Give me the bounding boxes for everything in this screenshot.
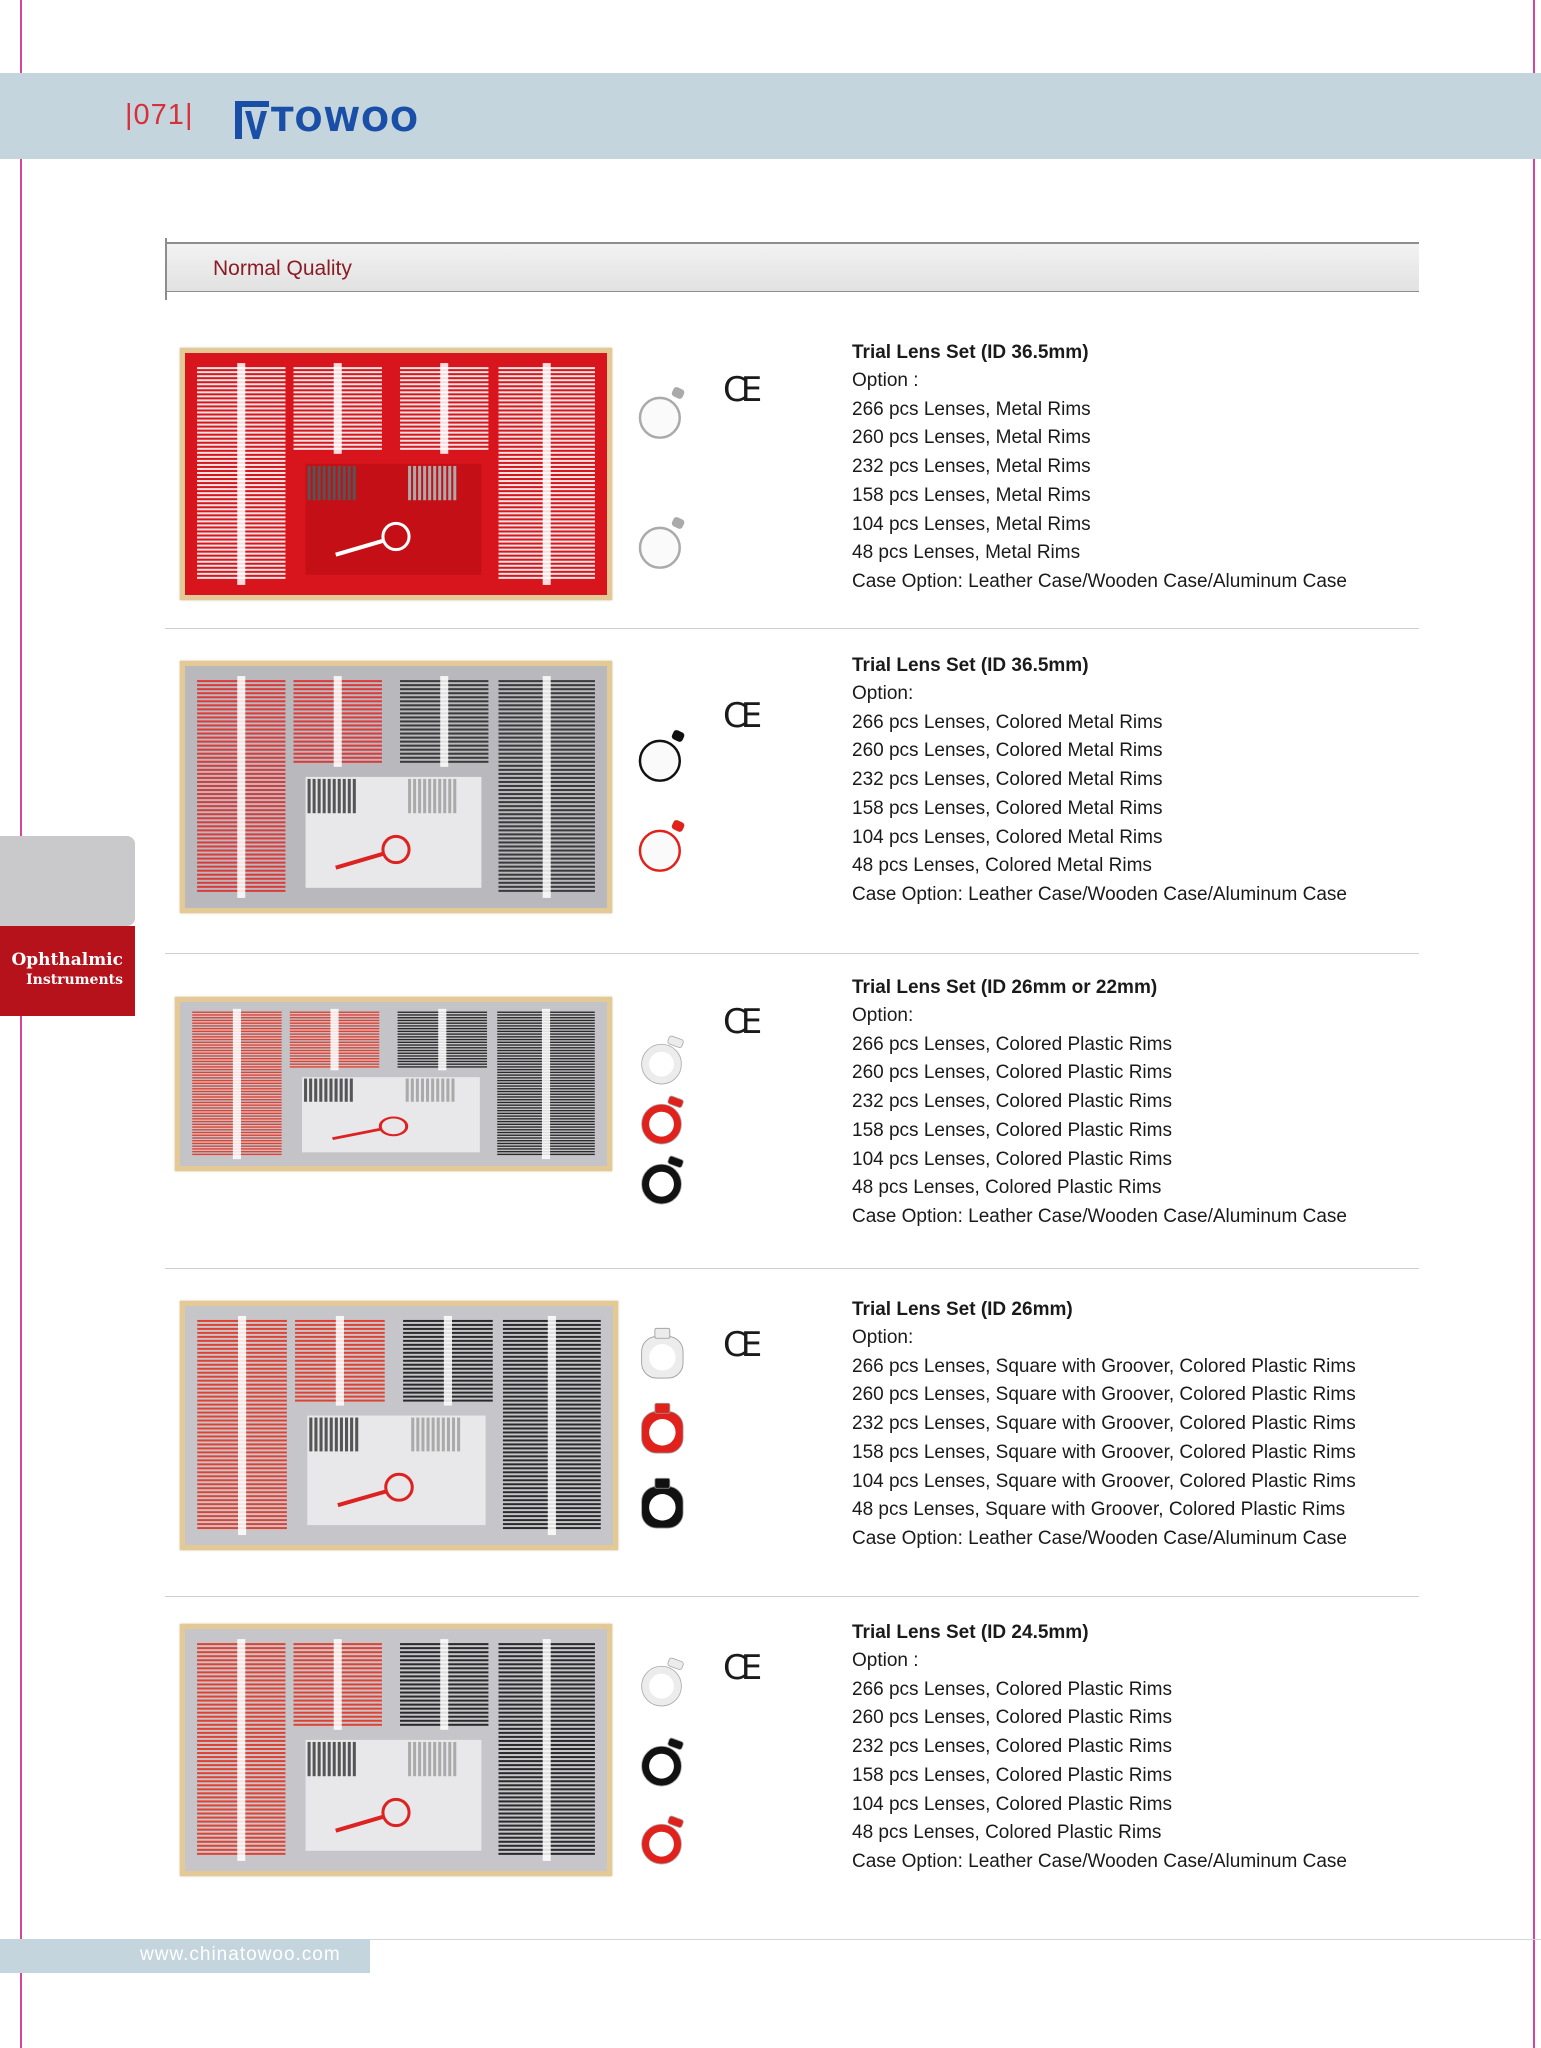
rim-samples: [625, 986, 705, 1226]
metal-rim-red-icon: [635, 816, 693, 879]
product-divider: [165, 1596, 1419, 1597]
section-title: Normal Quality: [213, 257, 352, 280]
product-title: Trial Lens Set (ID 36.5mm): [852, 342, 1089, 363]
product-divider: [165, 628, 1419, 629]
trial-lens-case-photo: [180, 1301, 618, 1550]
plastic-rim-white-icon: [635, 1653, 693, 1716]
option-label: Option :: [852, 370, 919, 391]
option-item: 260 pcs Lenses, Colored Metal Rims: [852, 740, 1163, 762]
square-rim-white-icon: [635, 1325, 693, 1388]
product-spec: [852, 1295, 1356, 1554]
product-spec: [852, 338, 1347, 597]
option-item: 158 pcs Lenses, Colored Metal Rims: [852, 797, 1163, 819]
product-card: [165, 1290, 1419, 1590]
option-item: 266 pcs Lenses, Colored Metal Rims: [852, 711, 1163, 733]
option-item: 232 pcs Lenses, Square with Groover, Colored Plastic Rims: [852, 1413, 1356, 1435]
case-option: Case Option: Leather Case/Wooden Case/Aluminum Case: [852, 1527, 1347, 1549]
option-item: 260 pcs Lenses, Metal Rims: [852, 427, 1091, 449]
case-option: Case Option: Leather Case/Wooden Case/Aluminum Case: [852, 883, 1347, 905]
option-item: 104 pcs Lenses, Colored Plastic Rims: [852, 1148, 1172, 1170]
option-label: Option :: [852, 1650, 919, 1671]
square-rim-black-icon: [635, 1475, 693, 1538]
plastic-rim-white-icon: [635, 1031, 693, 1094]
product-title: Trial Lens Set (ID 24.5mm): [852, 1622, 1089, 1643]
case-option: Case Option: Leather Case/Wooden Case/Aluminum Case: [852, 570, 1347, 592]
product-card: [165, 1613, 1419, 1913]
option-item: 158 pcs Lenses, Colored Plastic Rims: [852, 1119, 1172, 1141]
option-item: 48 pcs Lenses, Metal Rims: [852, 542, 1081, 564]
product-divider: [165, 953, 1419, 954]
ce-mark: CE: [723, 370, 757, 410]
option-item: 232 pcs Lenses, Metal Rims: [852, 456, 1091, 478]
option-label: Option:: [852, 1327, 914, 1348]
option-item: 158 pcs Lenses, Colored Plastic Rims: [852, 1764, 1172, 1786]
option-item: 104 pcs Lenses, Colored Metal Rims: [852, 826, 1163, 848]
metal-rim-silver-icon: [635, 383, 693, 446]
product-title: Trial Lens Set (ID 26mm): [852, 1299, 1073, 1320]
rim-samples: [625, 666, 705, 906]
product-card: [165, 966, 1419, 1266]
trial-lens-case-photo: [180, 661, 612, 913]
side-tab-category[interactable]: [0, 926, 135, 1016]
plastic-rim-black-icon: [635, 1733, 693, 1796]
product-spec: [852, 973, 1347, 1232]
option-item: 48 pcs Lenses, Colored Plastic Rims: [852, 1177, 1162, 1199]
brand-logo[interactable]: [235, 93, 419, 139]
option-item: 266 pcs Lenses, Square with Groover, Colored Plastic Rims: [852, 1355, 1356, 1377]
product-spec: [852, 651, 1347, 910]
product-card: [165, 333, 1419, 633]
plastic-rim-red-icon: [635, 1811, 693, 1874]
option-item: 158 pcs Lenses, Square with Groover, Colored Plastic Rims: [852, 1441, 1356, 1463]
option-item: 48 pcs Lenses, Colored Metal Rims: [852, 855, 1152, 877]
metal-rim-black-icon: [635, 726, 693, 789]
rim-samples: [625, 1633, 705, 1873]
option-item: 266 pcs Lenses, Colored Plastic Rims: [852, 1033, 1172, 1055]
page-trim-left: [20, 0, 22, 2048]
side-tab-line2: Instruments: [26, 972, 123, 988]
footer-url[interactable]: www.chinatowoo.com: [140, 1944, 341, 1965]
option-item: 260 pcs Lenses, Colored Plastic Rims: [852, 1062, 1172, 1084]
ce-mark: CE: [723, 1002, 757, 1042]
header-band: [0, 73, 1541, 159]
page-trim-right: [1533, 0, 1535, 2048]
rim-samples: [625, 353, 705, 593]
option-label: Option:: [852, 683, 914, 704]
option-item: 158 pcs Lenses, Metal Rims: [852, 484, 1091, 506]
plastic-rim-black-icon: [635, 1151, 693, 1214]
section-header: [165, 242, 1419, 292]
trial-lens-case-photo: [180, 348, 612, 600]
option-item: 260 pcs Lenses, Colored Plastic Rims: [852, 1707, 1172, 1729]
ce-mark: CE: [723, 1648, 757, 1688]
trial-lens-case-photo: [175, 997, 612, 1171]
option-item: 232 pcs Lenses, Colored Plastic Rims: [852, 1736, 1172, 1758]
ce-mark: CE: [723, 1325, 757, 1365]
product-divider: [165, 1268, 1419, 1269]
page-number: |071|: [125, 99, 194, 131]
trial-lens-case-photo: [180, 1624, 612, 1876]
product-title: Trial Lens Set (ID 36.5mm): [852, 655, 1089, 676]
option-item: 104 pcs Lenses, Square with Groover, Colored Plastic Rims: [852, 1470, 1356, 1492]
ce-mark: CE: [723, 696, 757, 736]
case-option: Case Option: Leather Case/Wooden Case/Aluminum Case: [852, 1850, 1347, 1872]
towoo-logo-icon: [235, 97, 269, 139]
option-item: 266 pcs Lenses, Colored Plastic Rims: [852, 1678, 1172, 1700]
product-card: [165, 646, 1419, 946]
option-label: Option:: [852, 1005, 914, 1026]
plastic-rim-red-icon: [635, 1091, 693, 1154]
option-item: 104 pcs Lenses, Metal Rims: [852, 513, 1091, 535]
square-rim-red-icon: [635, 1400, 693, 1463]
option-item: 48 pcs Lenses, Colored Plastic Rims: [852, 1822, 1162, 1844]
option-item: 266 pcs Lenses, Metal Rims: [852, 398, 1091, 420]
case-option: Case Option: Leather Case/Wooden Case/Aluminum Case: [852, 1205, 1347, 1227]
metal-rim-silver-icon: [635, 513, 693, 576]
rim-samples: [625, 1310, 705, 1550]
product-title: Trial Lens Set (ID 26mm or 22mm): [852, 977, 1158, 998]
brand-name: TOWOO: [271, 100, 420, 139]
option-item: 104 pcs Lenses, Colored Plastic Rims: [852, 1793, 1172, 1815]
side-tab-line1: Ophthalmic: [11, 950, 123, 970]
side-tab-grey: [0, 836, 135, 926]
option-item: 260 pcs Lenses, Square with Groover, Colored Plastic Rims: [852, 1384, 1356, 1406]
option-item: 232 pcs Lenses, Colored Metal Rims: [852, 769, 1163, 791]
product-spec: [852, 1618, 1347, 1877]
option-item: 232 pcs Lenses, Colored Plastic Rims: [852, 1091, 1172, 1113]
option-item: 48 pcs Lenses, Square with Groover, Colored Plastic Rims: [852, 1499, 1346, 1521]
